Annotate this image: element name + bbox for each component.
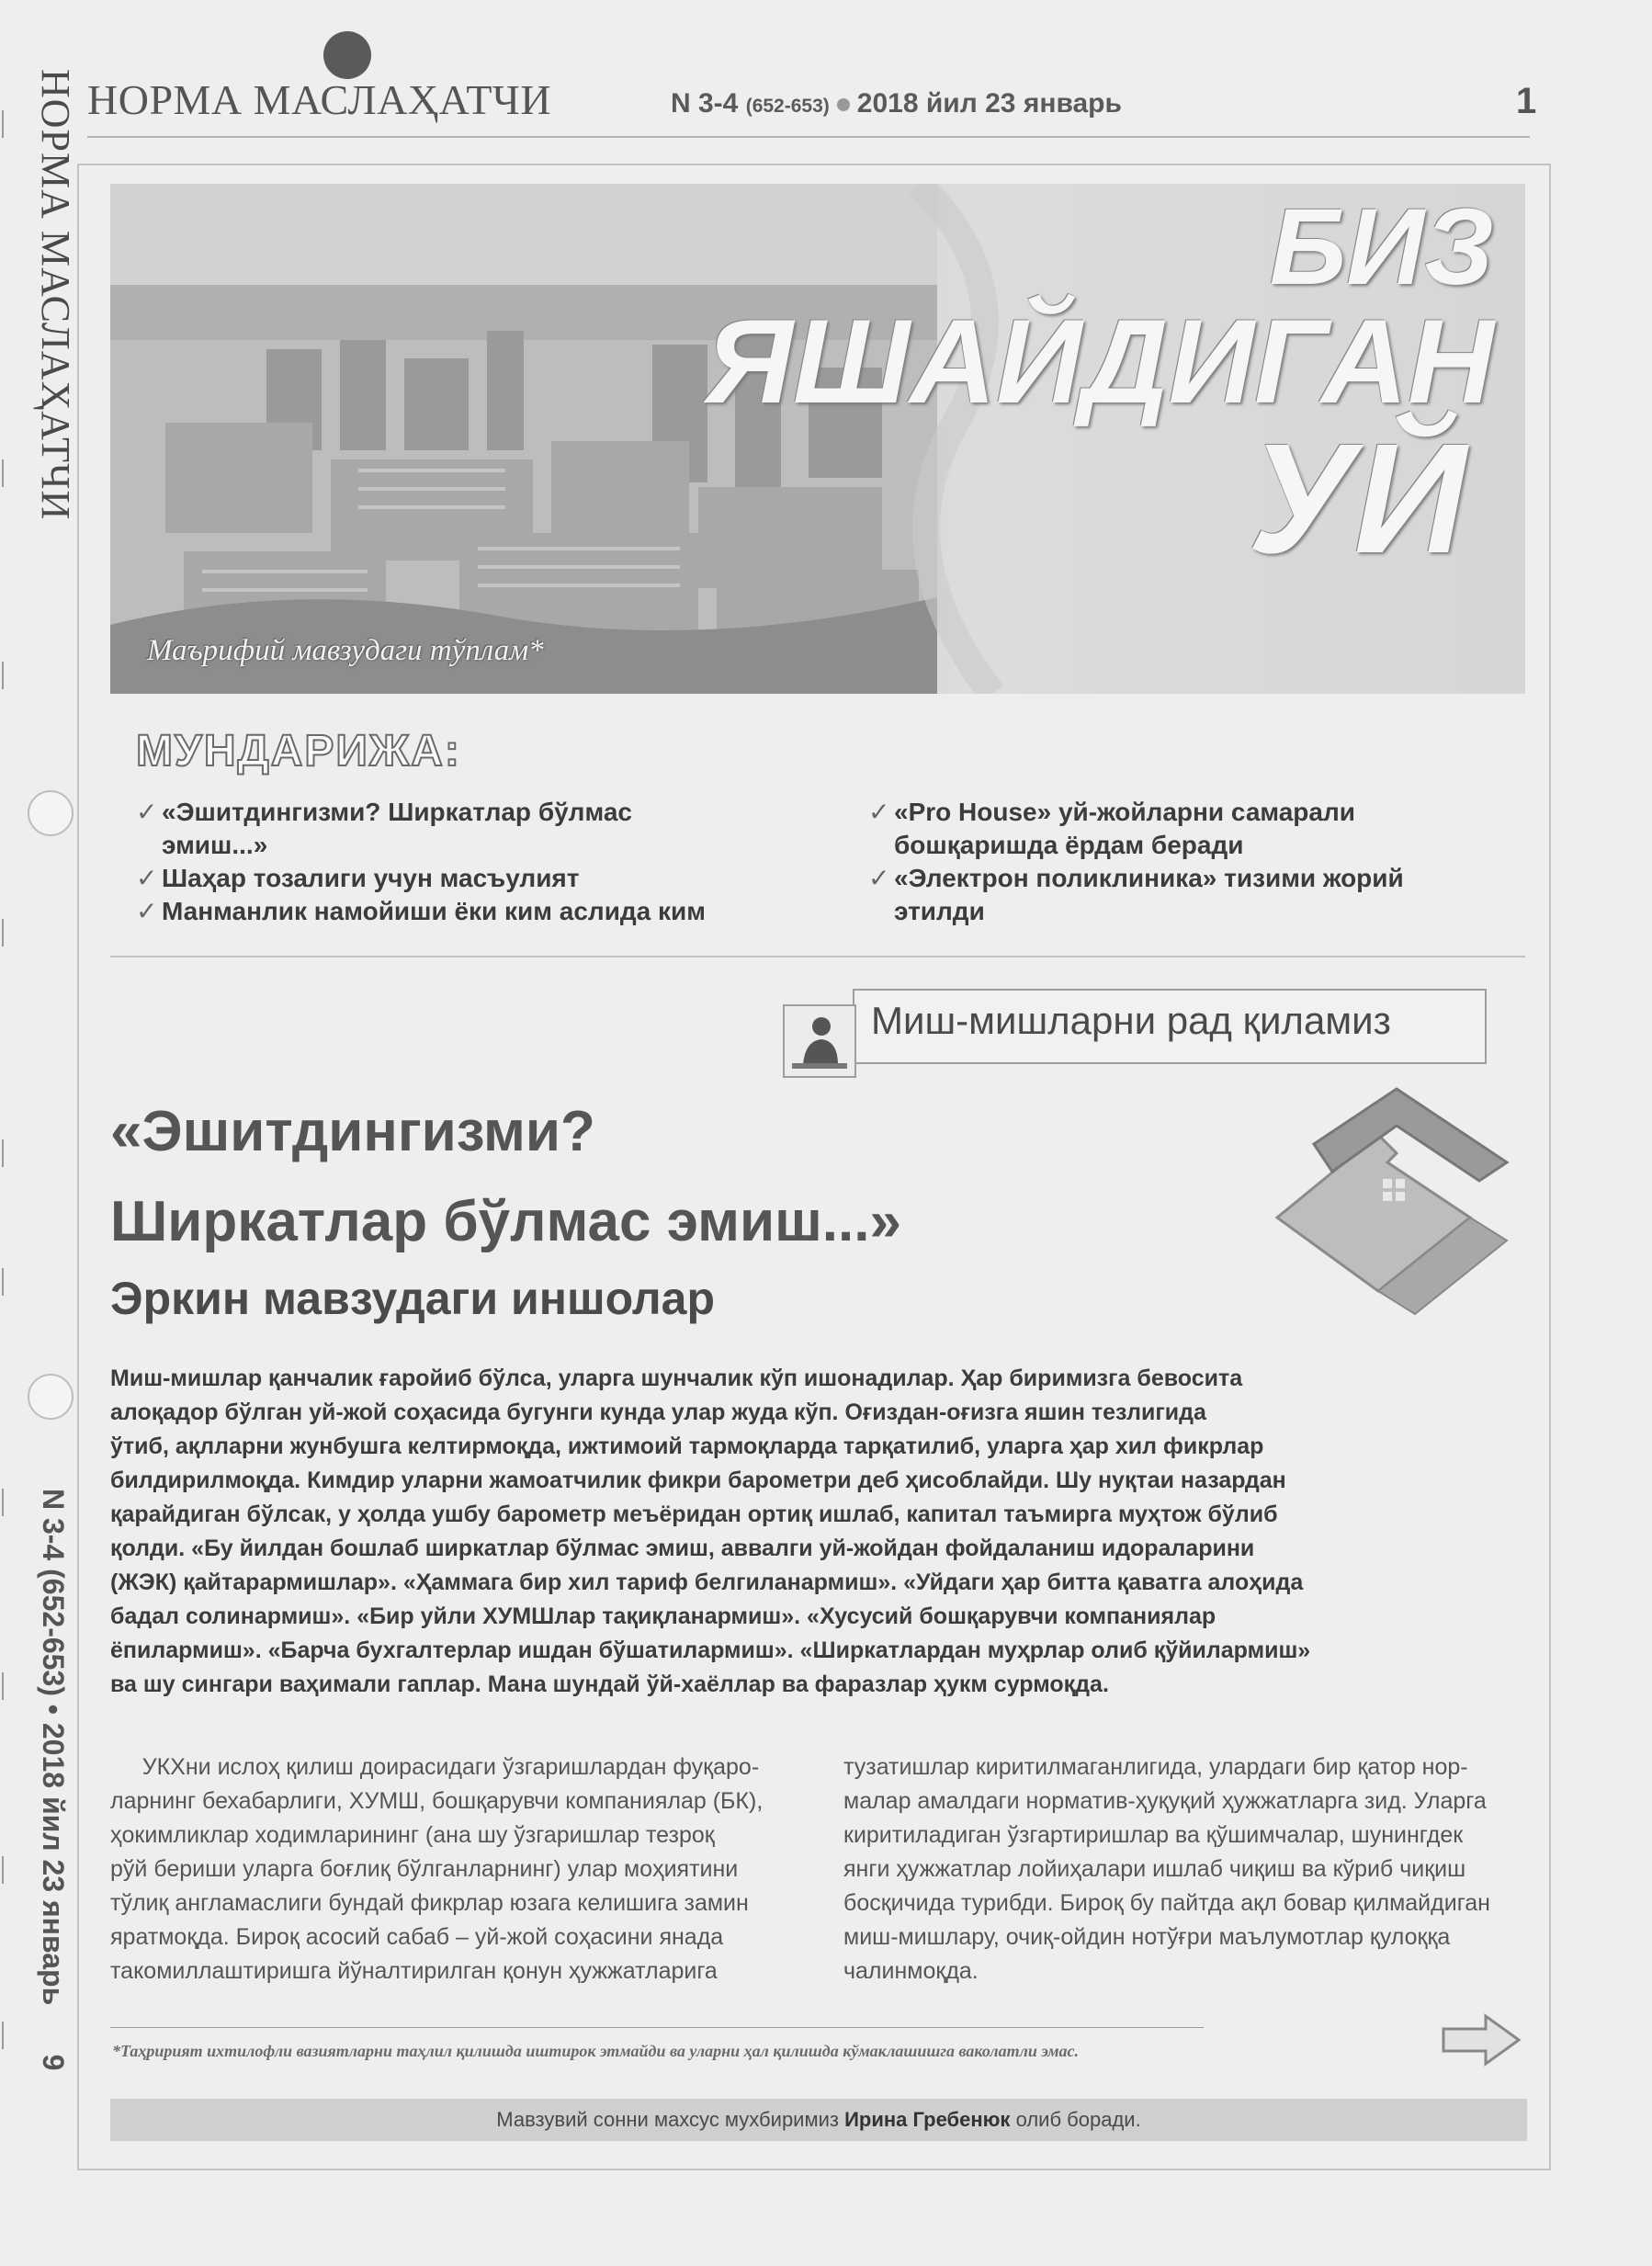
footnote-divider	[110, 2027, 1204, 2028]
binder-hole	[28, 1374, 74, 1420]
checkmark-icon: ✓	[868, 864, 890, 892]
spine-tick	[2, 1856, 4, 1884]
checkmark-icon: ✓	[868, 798, 890, 826]
article-lead: Миш-мишлар қанчалик ғаройиб бўлса, уларга шунчалик кўп ишонадилар. Ҳар биримизга бевосита алоқадор бўлган уй-жой соҳасида бугунги кунда улар жуда кўп. Оғиздан-оғизга яшин тезлигида ўтиб, ақлларни жунбушга келтирмоқда, ижтимоий тармоқларда тарқатилиб, уларга ҳар хил фикрлар билдирилмоқда. Кимдир уларни жамоатчилик фикри барометри деб ҳисоблайди. Шу нуқтаи назардан қарайдиган бўлсак, у ҳолда ушбу барометр меъёридан ортиқ ишлаб, капитал таъмирга муҳтож бўлиб қолди. «Бу йилдан бошлаб ширкатлар бўлмас эмиш, аввалги уй-жойдан фойдаланиш идораларини (ЖЭК) қайтарармишлар». «Ҳаммага бир хил тариф белгиланармиш». «Уйдаги ҳар битта қаватга алоҳида бадал солинармиш». «Бир уйли ХУМШлар тақиқланармиш». «Хусусий бошқарувчи компаниялар ёпилармиш». «Барча бухгалтерлар ишдан бўшатилармиш». «Ширкатлардан муҳрлар олиб қўйилармиш» ва шу сингари ваҳимали гаплар. Мана шундай ўй-хаёллар ва фаразлар ҳукм сурмоқда.	[110, 1365, 1311, 1697]
contents-heading: МУНДАРИЖА:	[136, 727, 461, 776]
rubric-label: Миш-мишларни рад қиламиз	[871, 999, 1391, 1042]
spine-tick	[2, 919, 4, 946]
credit-bar	[110, 2099, 1527, 2141]
credit-line: Мавзувий сонни махсус мухбиримиз Ирина Гребенюк олиб боради.	[496, 2108, 1141, 2131]
toc-item: ✓ «Pro House» уй-жойларни самарали бошқаришда ёрдам беради	[868, 798, 1355, 859]
logo-mark	[323, 31, 371, 79]
masthead-title: НОРМА МАСЛАҲАТЧИ	[87, 76, 552, 123]
issue-range: (652-653)	[745, 96, 830, 117]
contents-divider	[110, 956, 1525, 957]
issue-info	[671, 88, 1122, 119]
cover-banner	[110, 184, 1525, 694]
spine-tick	[2, 2022, 4, 2049]
issue-date: 2018 йил 23 январь	[856, 88, 1122, 119]
binder-hole	[28, 790, 74, 836]
issue-number: N 3-4	[671, 88, 739, 119]
house-icon	[1259, 1080, 1525, 1319]
article-subheadline: Эркин мавзудаги иншолар	[110, 1273, 716, 1324]
banner-caption: Маърифий мавзудаги тўплам*	[147, 634, 544, 667]
toc-item: ✓ Шаҳар тозалиги учун масъулият	[136, 862, 579, 895]
toc-item: ✓ «Эшитдингизми? Ширкатлар бўлмас эмиш...»	[136, 798, 632, 859]
spine-issue-line: N 3-4 (652-653) • 2018 йил 23 январь 9	[37, 1489, 70, 2071]
checkmark-icon: ✓	[136, 864, 158, 892]
spine-tick	[2, 1139, 4, 1167]
toc-item: ✓ «Электрон поликлиника» тизими жорий этилди	[868, 864, 1404, 925]
author-name: Ирина Гребенюк	[844, 2108, 1011, 2131]
article-column-2: тузатишлар киритилмаганлигида, улардаги бир қатор нор- малар амалдаги норматив-ҳуқуқий ҳужжатларга зид. Уларга киритиладиган ўзгартиришлар ва қўшимчалар, шунингдек янги ҳужжатлар лойиҳалари ишлаб чиқиш ва кўриб чиқиш босқичида турибди. Бироқ бу пайтда ақл бовар қилмайдиган миш-мишлару, очиқ-ойдин нотўғри маълумотлар қулоққа чалинмоқда.	[843, 1754, 1490, 1984]
article-headline-line2: Ширкатлар бўлмас эмиш...»	[110, 1190, 901, 1253]
toc-item: ✓ Манманлик намойиши ёки ким аслида ким	[136, 895, 706, 928]
spine-tick	[2, 662, 4, 689]
speaker-icon	[783, 1004, 856, 1078]
article-headline-line1: «Эшитдингизми?	[110, 1100, 595, 1163]
bullet-dot	[837, 98, 850, 111]
spine-tick	[2, 110, 4, 138]
spine-tick	[2, 1489, 4, 1516]
banner-title: БИЗ ЯШАЙДИГАН УЙ	[706, 187, 1494, 586]
checkmark-icon: ✓	[136, 798, 158, 826]
continue-arrow-icon	[1438, 2012, 1522, 2068]
header-divider	[87, 136, 1530, 138]
spine-tick	[2, 1268, 4, 1296]
page-number: 1	[1516, 81, 1537, 121]
article-column-1: УКХни ислоҳ қилиш доирасидаги ўзгаришлардан фуқаро- ларнинг бехабарлиги, ХУМШ, бошқарувчи компаниялар (БК), ҳокимликлар ходимларининг (ана шу ўзгаришлар тезроқ рўй бериши уларга боғлиқ бўлганларнинг) улар моҳиятини тўлиқ англамаслиги бундай фикрлар юзага келишига замин яратмоқда. Бироқ асосий сабаб – уй-жой соҳасини янада такомиллаштиришга йўналтирилган қонун ҳужжатларига	[110, 1754, 764, 1984]
footnote: *Таҳририят ихтилофли вазиятларни таҳлил қилишда иштирок этмайди ва уларни ҳал қилишда кўмаклашишга ваколатли эмас.	[112, 2042, 1080, 2060]
spine-tick	[2, 1672, 4, 1700]
spine-page-number: 9	[37, 2054, 70, 2071]
spine-title: НОРМА МАСЛАҲАТЧИ	[33, 69, 78, 521]
spine-tick	[2, 459, 4, 487]
checkmark-icon: ✓	[136, 897, 158, 925]
